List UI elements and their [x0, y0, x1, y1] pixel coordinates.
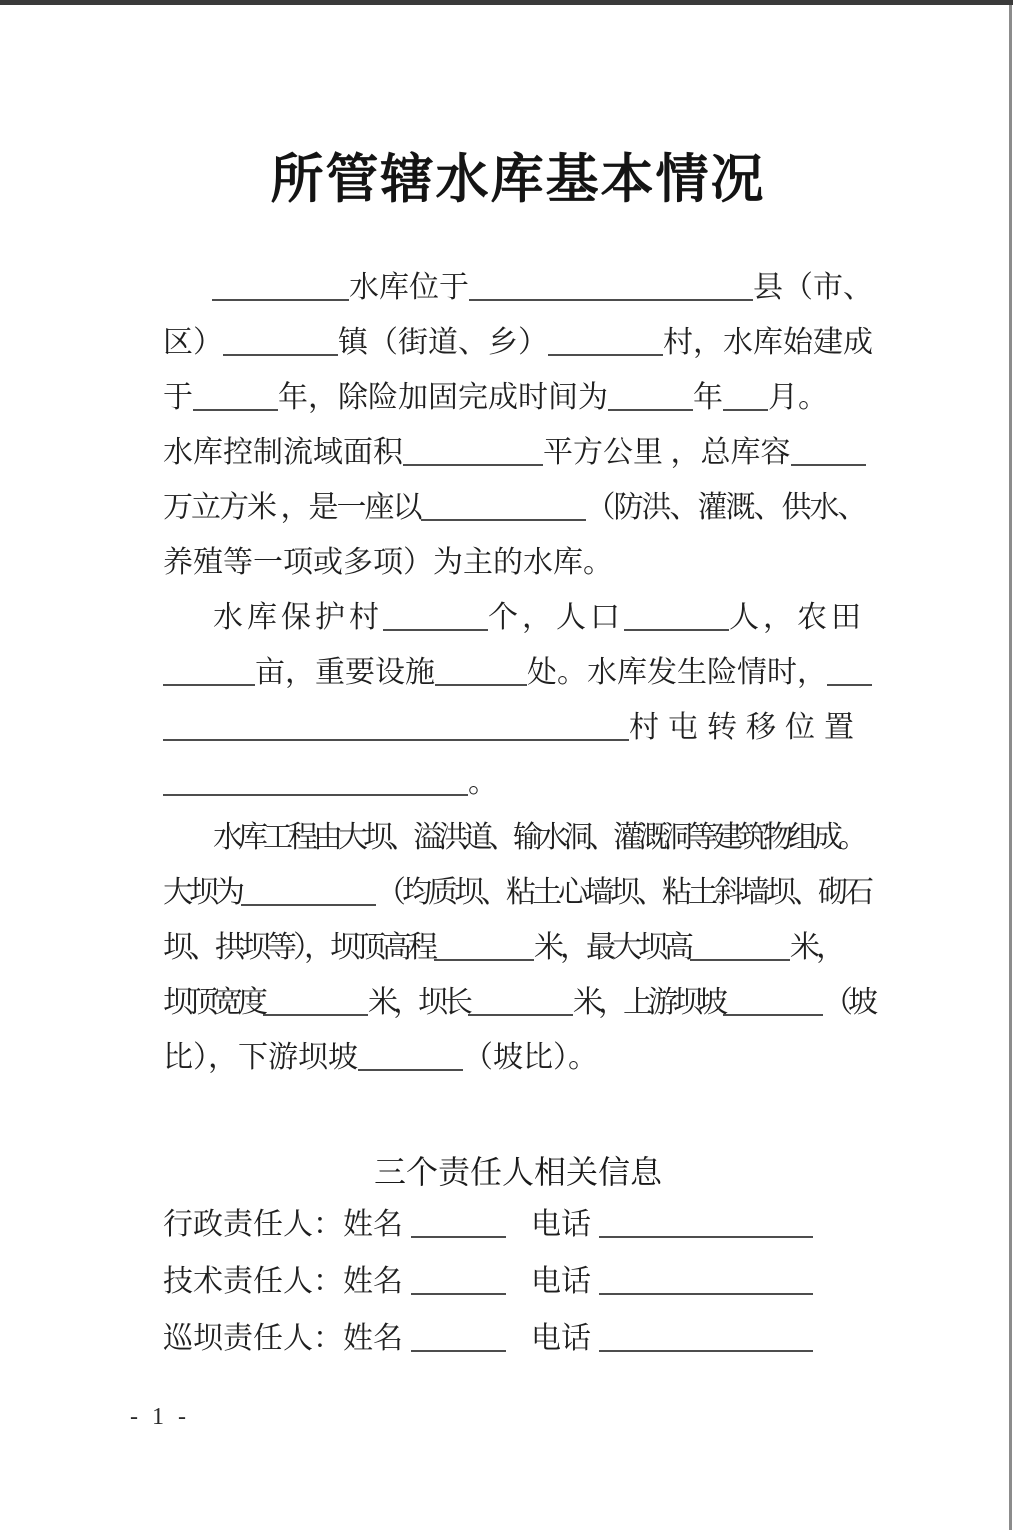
form-line: [163, 865, 873, 920]
phone-blank: [599, 1206, 813, 1238]
form-line: [163, 975, 873, 1030]
phone-label: 电话: [531, 1322, 591, 1355]
blank-field: [403, 434, 543, 466]
blank-field: [624, 599, 729, 631]
form-line: [163, 645, 873, 700]
phone-label: 电话: [531, 1265, 591, 1298]
form-text: 米，最大坝高: [534, 931, 690, 964]
form-line: [163, 1310, 873, 1367]
blank-field: [608, 379, 693, 411]
form-text: 处。水库发生险情时，: [527, 656, 827, 689]
blank-field: [163, 654, 255, 686]
responsible-rows: [163, 1196, 873, 1367]
form-line: [163, 1196, 873, 1253]
blank-field: [434, 929, 534, 961]
phone-label: 电话: [531, 1208, 591, 1241]
form-text: 亩，重要设施: [255, 656, 435, 689]
form-text: 坝、拱坝等），坝顶高程: [163, 931, 434, 964]
section-heading: 三个责任人相关信息: [373, 1154, 662, 1190]
blank-field: [548, 324, 663, 356]
form-text: 大坝为: [163, 876, 241, 909]
form-text: （坡比）。: [463, 1041, 598, 1074]
blank-field: [241, 874, 376, 906]
blank-field: [723, 984, 823, 1016]
form-text: （坡: [823, 986, 873, 1019]
phone-blank: [599, 1320, 813, 1352]
form-text: 水库控制流域面积: [163, 436, 403, 469]
form-text: 镇（街道、乡）: [338, 326, 548, 359]
blank-field: [435, 654, 527, 686]
scan-edge-top: [0, 0, 1013, 5]
blank-field: [469, 269, 753, 301]
form-text: 县（市、: [753, 271, 873, 304]
blank-field: [263, 984, 368, 1016]
blank-field: [421, 489, 586, 521]
form-text: 人，农田: [729, 601, 865, 634]
form-body: [163, 260, 873, 1085]
form-text: 年: [693, 381, 723, 414]
form-text: 米，坝长: [368, 986, 468, 1019]
form-line: [163, 260, 873, 315]
spacer: [403, 1233, 411, 1234]
blank-field: [468, 984, 573, 1016]
name-blank: [411, 1263, 506, 1295]
blank-field: [193, 379, 278, 411]
document-title: 所管辖水库基本情况: [270, 151, 766, 209]
form-text: 坝顶宽度: [163, 986, 263, 1019]
blank-field: [791, 434, 866, 466]
blank-field: [358, 1039, 463, 1071]
form-text: 年，除险加固完成时间为: [278, 381, 608, 414]
form-text: 区）: [163, 326, 223, 359]
blank-field: [163, 764, 468, 796]
form-text: 平方公里 ，总库容: [543, 436, 791, 469]
form-text: （防洪、灌溉、供水、: [585, 491, 866, 524]
spacer: [591, 1290, 599, 1291]
blank-field: [223, 324, 338, 356]
page-number: - 1 -: [130, 1404, 190, 1430]
form-line: [163, 700, 873, 755]
form-line: [163, 535, 873, 590]
form-text: 月。: [768, 381, 828, 414]
spacer: [403, 1290, 411, 1291]
form-text: 米，上游坝坡: [573, 986, 723, 1019]
form-line: [163, 480, 873, 535]
form-line: [163, 370, 873, 425]
form-line: [163, 920, 873, 975]
form-line: [163, 810, 873, 865]
role-label: 巡坝责任人：: [163, 1322, 343, 1355]
blank-field: [163, 709, 629, 741]
form-text: 比），下游坝坡: [163, 1041, 358, 1074]
form-text: 水库保护村: [213, 601, 383, 634]
blank-field: [212, 269, 349, 301]
role-label: 技术责任人：: [163, 1265, 343, 1298]
form-text: 水库工程由大坝、溢洪道、输水洞、灌溉洞等建筑物组成。: [213, 821, 863, 854]
name-label: 姓名: [343, 1265, 403, 1298]
form-text: 个，人口: [488, 601, 624, 634]
spacer: [591, 1233, 599, 1234]
form-line: [163, 755, 873, 810]
form-line: [163, 425, 873, 480]
form-text: 于: [163, 381, 193, 414]
spacer: [506, 1290, 531, 1291]
phone-blank: [599, 1263, 813, 1295]
form-text: 万立方米 ，是一座以: [163, 491, 421, 524]
form-text: 村，水库始建成: [663, 326, 873, 359]
form-text: 水库位于: [349, 271, 469, 304]
name-blank: [411, 1320, 506, 1352]
form-line: [163, 1253, 873, 1310]
blank-field: [723, 379, 768, 411]
spacer: [591, 1347, 599, 1348]
blank-field: [383, 599, 488, 631]
form-line: [163, 315, 873, 370]
name-blank: [411, 1206, 506, 1238]
form-text: 村屯转移位置: [629, 711, 863, 744]
form-text: 养殖等一项或多项）为主的水库。: [163, 546, 613, 579]
spacer: [403, 1347, 411, 1348]
blank-field: [690, 929, 790, 961]
scan-edge-right: [1009, 5, 1012, 1530]
spacer: [506, 1347, 531, 1348]
role-label: 行政责任人：: [163, 1208, 343, 1241]
name-label: 姓名: [343, 1322, 403, 1355]
form-line: [163, 590, 873, 645]
form-line: [163, 1030, 873, 1085]
form-text: （均质坝、粘土心墙坝、粘土斜墙坝、砌石: [376, 876, 870, 909]
form-text: 。: [468, 766, 498, 799]
spacer: [506, 1233, 531, 1234]
blank-field: [827, 654, 872, 686]
form-text: 米，: [790, 931, 842, 964]
name-label: 姓名: [343, 1208, 403, 1241]
